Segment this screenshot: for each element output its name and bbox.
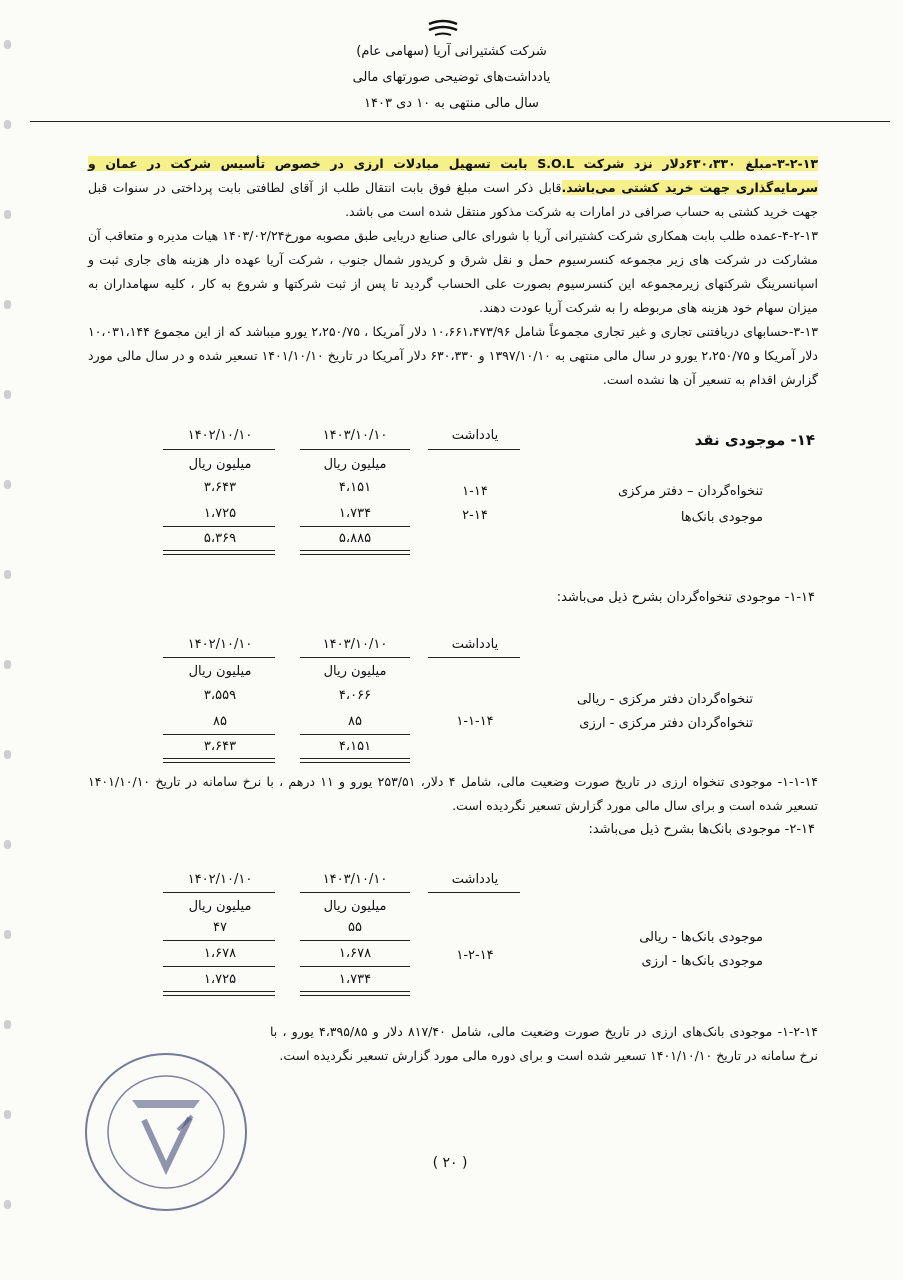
fiscal-period: سال مالی منتهی به ۱۰ دی ۱۴۰۳	[364, 96, 539, 111]
note-13-2-3	[88, 152, 818, 224]
company-name: شرکت کشتیرانی آریا (سهامی عام)	[356, 44, 547, 59]
header-rule	[30, 121, 890, 122]
total-1403: ۵،۸۸۵	[338, 531, 372, 546]
row-value-1402: ۸۵	[213, 714, 227, 729]
note-13-2-3-rest: قابل ذکر است مبلغ فوق بابت انتقال طلب از آقای لطافتی بابت پرداختی در سنوات قبل جهت خرید کشتی به حساب صرافی در امارات به شرکت مذکور منتقل شده است می باشد.	[88, 180, 818, 219]
row-note: ۱-۲-۱۴	[456, 948, 494, 963]
unit-1403: میلیون ریال	[323, 457, 387, 472]
row-value-1403: ۵۵	[348, 920, 362, 935]
row-label: موجودی بانک‌ها - ریالی	[639, 930, 763, 945]
row-note: ۱-۱۴	[462, 484, 488, 499]
auditor-stamp	[82, 1048, 250, 1216]
footnote-14-2-1: ۱-۲-۱۴- موجودی بانک‌های ارزی در تاریخ صورت وضعیت مالی، شامل ۸۱۷/۴۰ دلار و ۴،۳۹۵/۸۵ یورو ، با نرخ سامانه در تاریخ ۱۴۰۱/۱۰/۱۰ تسعیر شده است و برای دوره مالی مورد گزارش تسعیر نگردیده است.	[270, 1024, 818, 1063]
section-14-title: ۱۴- موجودی نقد	[694, 431, 815, 449]
col-1402-header: ۱۴۰۲/۱۰/۱۰	[187, 872, 253, 887]
section-14-2-intro: ۲-۱۴- موجودی بانک‌ها بشرح ذیل می‌باشد:	[588, 822, 815, 837]
col-1403-header: ۱۴۰۳/۱۰/۱۰	[322, 872, 388, 887]
document-title: یادداشت‌های توضیحی صورتهای مالی	[352, 70, 551, 85]
company-logo-icon	[425, 18, 461, 38]
row-value-1402: ۱،۶۷۸	[203, 946, 237, 961]
row-value-1402: ۳،۶۴۳	[203, 480, 237, 495]
row-value-1403: ۸۵	[348, 714, 362, 729]
section-14-1-intro: ۱-۱۴- موجودی تنخواه‌گردان بشرح ذیل می‌باشد:	[556, 590, 815, 605]
unit-1402: میلیون ریال	[188, 899, 252, 914]
col-1403-header: ۱۴۰۳/۱۰/۱۰	[322, 428, 388, 443]
col-1402-header: ۱۴۰۲/۱۰/۱۰	[187, 637, 253, 652]
row-label: تنخواه‌گردان دفتر مرکزی - ارزی	[579, 716, 753, 731]
page-number: ( ۲۰ )	[432, 1155, 468, 1171]
row-value-1403: ۴،۱۵۱	[338, 480, 372, 495]
row-value-1402: ۳،۵۵۹	[203, 688, 237, 703]
row-note: ۲-۱۴	[462, 508, 488, 523]
total-1403: ۱،۷۳۴	[338, 972, 372, 987]
row-label: موجودی بانک‌ها	[680, 510, 763, 525]
total-1402: ۵،۳۶۹	[203, 531, 237, 546]
unit-1402: میلیون ریال	[188, 664, 252, 679]
row-value-1403: ۱،۶۷۸	[338, 946, 372, 961]
col-note-header: یادداشت	[451, 637, 499, 652]
note-13-3: ۳-۱۳-حسابهای دریافتنی تجاری و غیر تجاری مجموعاً شامل ۱۰،۶۶۱،۴۷۳/۹۶ دلار آمریکا ، ۲،۲۵۰/۷۵ یورو میباشد که از این مجموع ۱۰،۰۳۱،۱۴۴ دلار آمریکا و ۲،۲۵۰/۷۵ یورو در سال مالی منتهی به ۱۳۹۷/۱۰/۱۰ و ۶۳۰،۳۳۰ دلار آمریکا در تاریخ ۱۴۰۱/۱۰/۱۰ تسعیر شده و در سال مالی مورد گزارش اقدام به تسعیر آن ها نشده است.	[88, 324, 818, 387]
note-13-2-4: ۴-۲-۱۳-عمده طلب بابت همکاری شرکت کشتیرانی آریا با شورای عالی صنایع دریایی طبق مصوبه مورخ۱۴۰۳/۰۲/۲۴ هیات مدیره و متعاقب آن مشارکت در شرکت های زیر مجموعه کنسرسیوم حمل و نقل شرق و کریدور شمال جنوب ، شرکت آریا عهده دار هزینه های جاری ثبت و اسپانسرینگ شرکتهای زیرمجموعه این کنسرسیوم بصورت علی الحساب گردید تا پس از ثبت شرکتها و شروع به کار ، کلیه سهامداران به میزان سهام خود هزینه های مربوطه را به شرکت آریا عودت دهند.	[88, 228, 818, 315]
unit-1403: میلیون ریال	[323, 899, 387, 914]
col-note-header: یادداشت	[451, 428, 499, 443]
footnote-14-1-1: ۱-۱-۱۴- موجودی تنخواه ارزی در تاریخ صورت وضعیت مالی، شامل ۴ دلار، ۲۵۳/۵۱ یورو و ۱۱ درهم ، با نرخ سامانه در تاریخ ۱۴۰۱/۱۰/۱۰ تسعیر شده است و برای سال مالی مورد گزارش تسعیر نگردیده است.	[88, 774, 819, 813]
col-note-header: یادداشت	[451, 872, 499, 887]
col-1402-header: ۱۴۰۲/۱۰/۱۰	[187, 428, 253, 443]
row-label: تنخواه‌گردان – دفتر مرکزی	[617, 484, 763, 499]
row-note: ۱-۱-۱۴	[456, 714, 494, 729]
highlighted-text: ۳-۲-۱۳-مبلغ ۶۳۰،۳۳۰دلار نزد شرکت S.O.L بابت تسهیل مبادلات ارزی در خصوص تأسیس شرکت در عمان و سرمایه‌گذاری جهت خرید کشتی می‌باشد.	[88, 156, 818, 195]
row-label: موجودی بانک‌ها - ارزی	[641, 954, 763, 969]
row-value-1402: ۱،۷۲۵	[203, 506, 237, 521]
unit-1403: میلیون ریال	[323, 664, 387, 679]
row-value-1403: ۱،۷۳۴	[338, 506, 372, 521]
unit-1402: میلیون ریال	[188, 457, 252, 472]
punch-holes	[0, 0, 18, 1280]
total-1402: ۳،۶۴۳	[203, 739, 237, 754]
row-value-1403: ۴،۰۶۶	[338, 688, 372, 703]
total-1403: ۴،۱۵۱	[338, 739, 372, 754]
total-1402: ۱،۷۲۵	[203, 972, 237, 987]
col-1403-header: ۱۴۰۳/۱۰/۱۰	[322, 637, 388, 652]
row-label: تنخواه‌گردان دفتر مرکزی - ریالی	[576, 692, 753, 707]
row-value-1402: ۴۷	[213, 920, 227, 935]
